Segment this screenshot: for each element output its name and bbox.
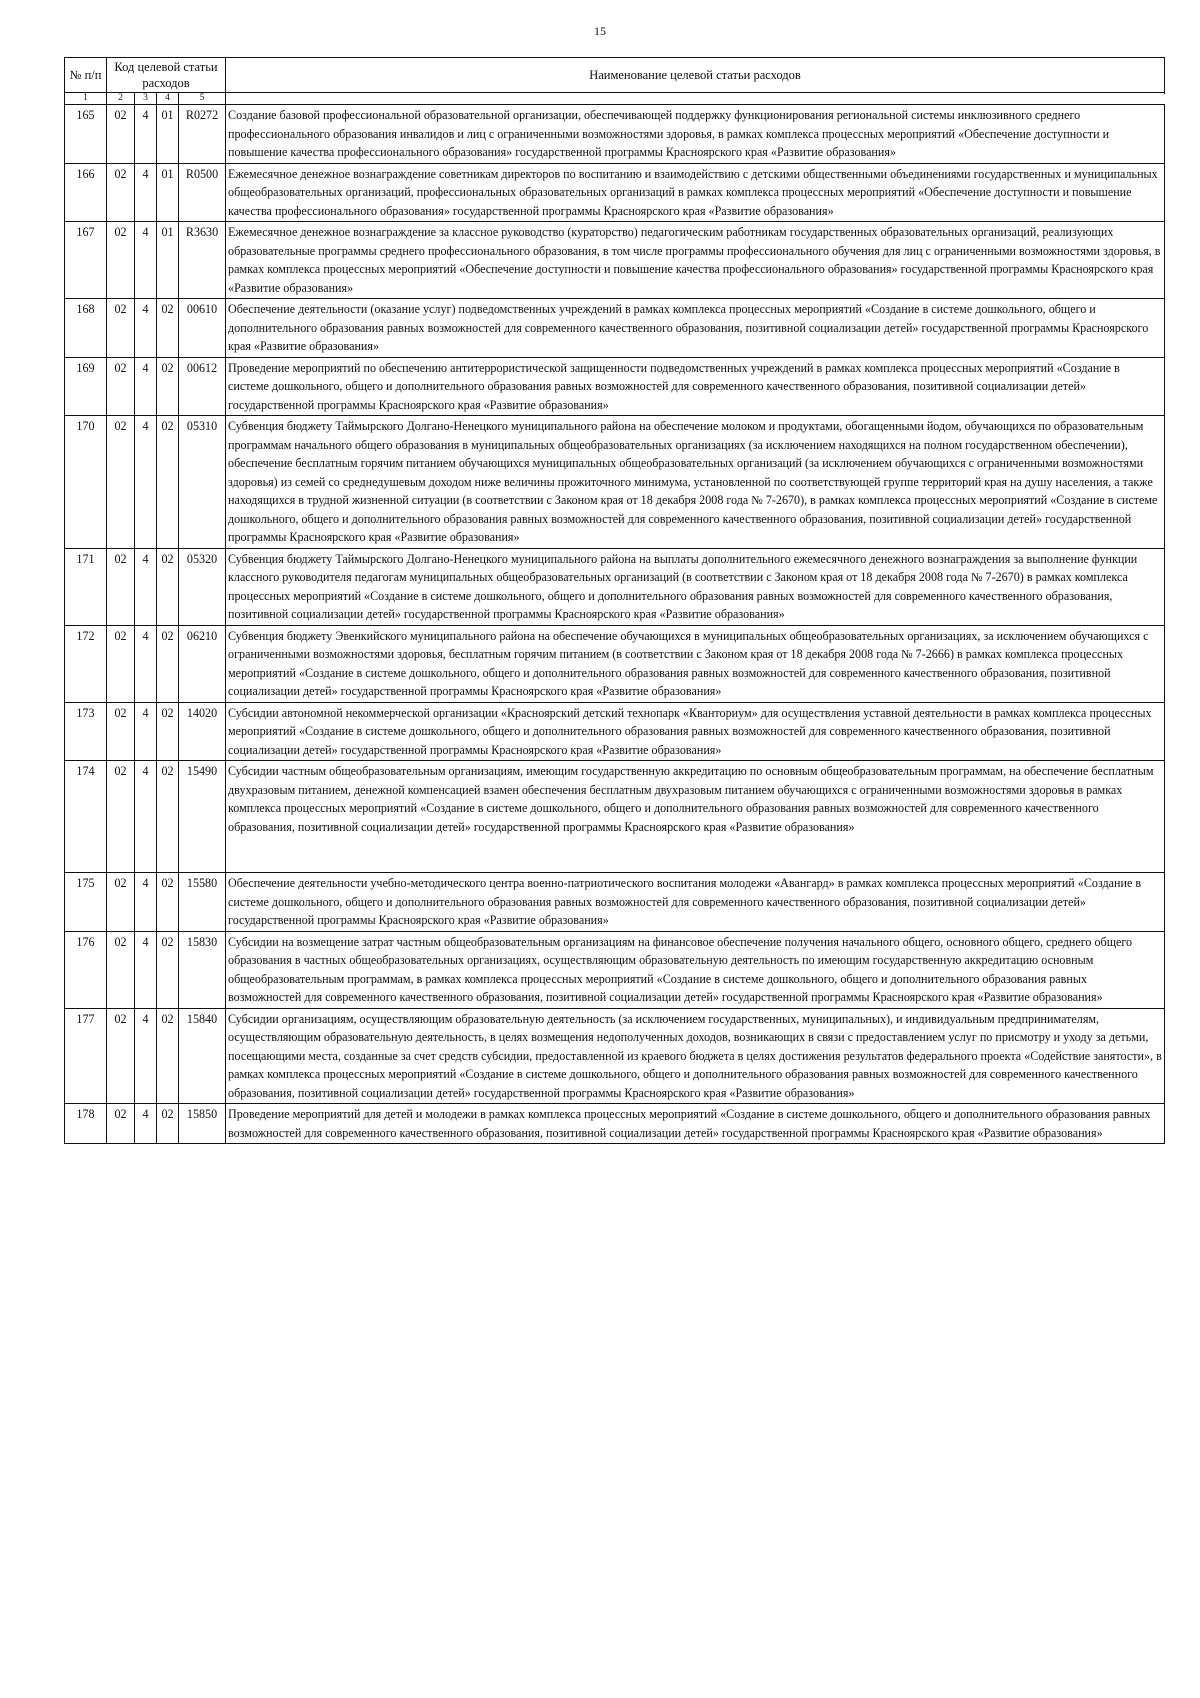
article-name: Субвенция бюджету Таймырского Долгано-Ненецкого муниципального района на обеспечение молоком и продуктами, обогащенными йодом, обучающихся по образовательным программам начального общего образования в муниципальных общеобразовательных организациях (за исключением находящихся на полном государственном обеспечении), обеспечение бесплатным горячим питанием обучающихся муниципальных общеобразовательных организаций (за исключением обучающихся с ограниченными возможностями здоровья) из семей со среднедушевым доходом ниже величины прожиточного минимума, установленной по соответствующей группе территорий края на душу населения, а также находящихся в трудной жизненной ситуации (в соответствии с Законом края от 18 декабря 2008 года № 7-2670), в рамках комплекса процессных мероприятий «Создание в системе дошкольного, общего и дополнительного образования равных возможностей для современного качественного образования, позитивной социализации детей» государственной программы Красноярского края «Развитие образования»: [226, 416, 1165, 549]
code-part-1: 02: [107, 299, 135, 358]
article-name: Субсидии организациям, осуществляющим образовательную деятельность (за исключением государственных, муниципальных), и индивидуальным предпринимателям, осуществляющим образовательную деятельность, в целях возмещения недополученных доходов, возникающих в связи с предоставлением услуг по присмотру и уходу за детьми, посещающими места, созданные за счет средств субсидии, предоставленной из краевого бюджета в целях достижения результатов федерального проекта «Содействие занятости», в рамках комплекса процессных мероприятий «Создание в системе дошкольного, общего и дополнительного образования равных возможностей для современного качественного образования, позитивной социализации детей» государственной программы Красноярского края «Развитие образования»: [226, 1008, 1165, 1104]
code-part-2: 4: [135, 1104, 157, 1144]
colnum-3: 3: [135, 93, 157, 105]
table-row: [65, 416, 1165, 549]
code-part-4: 15580: [179, 873, 226, 932]
code-part-3: 02: [157, 625, 179, 702]
code-part-1: 02: [107, 1104, 135, 1144]
row-number: 168: [65, 299, 107, 358]
row-number: 169: [65, 357, 107, 416]
table-row: [65, 873, 1165, 932]
code-part-2: 4: [135, 625, 157, 702]
code-part-3: 02: [157, 702, 179, 761]
table-row: [65, 702, 1165, 761]
code-part-3: 02: [157, 357, 179, 416]
row-number: 175: [65, 873, 107, 932]
code-part-2: 4: [135, 416, 157, 549]
code-part-4: 00610: [179, 299, 226, 358]
code-part-1: 02: [107, 931, 135, 1008]
table-header-row: [65, 58, 1165, 93]
article-name: Ежемесячное денежное вознаграждение советникам директоров по воспитанию и взаимодействию с детскими общественными объединениями государственных и муниципальных общеобразовательных организаций, профессиональных образовательных организаций в рамках комплекса процессных мероприятий «Обеспечение доступности и повышение качества профессионального образования» государственной программы Красноярского края «Развитие образования»: [226, 163, 1165, 222]
code-part-1: 02: [107, 1008, 135, 1104]
header-code: Код целевой статьи расходов: [107, 58, 226, 93]
code-part-1: 02: [107, 548, 135, 625]
code-part-2: 4: [135, 357, 157, 416]
code-part-3: 02: [157, 873, 179, 932]
row-number: 174: [65, 761, 107, 873]
column-numbers-row: [65, 93, 1165, 105]
code-part-2: 4: [135, 548, 157, 625]
article-name: Проведение мероприятий для детей и молодежи в рамках комплекса процессных мероприятий «Создание в системе дошкольного, общего и дополнительного образования равных возможностей для современного качественного образования, позитивной социализации детей» государственной программы Красноярского края «Развитие образования»: [226, 1104, 1165, 1144]
article-name: Субсидии на возмещение затрат частным общеобразовательным организациям на финансовое обеспечение получения начального общего, основного общего, среднего общего образования в частных общеобразовательных организациях, осуществляющим образовательную деятельность по имеющим государственную аккредитацию основным общеобразовательным программам, в рамках комплекса процессных мероприятий «Создание в системе дошкольного, общего и дополнительного образования равных возможностей для современного качественного образования, позитивной социализации детей» государственной программы Красноярского края «Развитие образования»: [226, 931, 1165, 1008]
code-part-3: 02: [157, 931, 179, 1008]
code-part-2: 4: [135, 1008, 157, 1104]
row-number: 178: [65, 1104, 107, 1144]
code-part-4: R3630: [179, 222, 226, 299]
row-number: 173: [65, 702, 107, 761]
code-part-1: 02: [107, 625, 135, 702]
colnum-2: 2: [107, 93, 135, 105]
target-articles-table: [64, 57, 1165, 1144]
row-number: 166: [65, 163, 107, 222]
code-part-1: 02: [107, 357, 135, 416]
article-name: Проведение мероприятий по обеспечению антитеррористической защищенности подведомственных учреждений в рамках комплекса процессных мероприятий «Создание в системе дошкольного, общего и дополнительного образования равных возможностей для современного качественного образования, позитивной социализации детей» государственной программы Красноярского края «Развитие образования»: [226, 357, 1165, 416]
code-part-2: 4: [135, 931, 157, 1008]
code-part-1: 02: [107, 873, 135, 932]
code-part-3: 02: [157, 548, 179, 625]
code-part-4: 15830: [179, 931, 226, 1008]
code-part-4: 06210: [179, 625, 226, 702]
table-row: [65, 1104, 1165, 1144]
row-number: 170: [65, 416, 107, 549]
row-number: 176: [65, 931, 107, 1008]
code-part-3: 02: [157, 416, 179, 549]
code-part-2: 4: [135, 873, 157, 932]
table-row: [65, 163, 1165, 222]
code-part-1: 02: [107, 163, 135, 222]
code-part-2: 4: [135, 299, 157, 358]
code-part-3: 01: [157, 163, 179, 222]
colnum-4: 4: [157, 93, 179, 105]
code-part-1: 02: [107, 702, 135, 761]
code-part-4: R0272: [179, 105, 226, 164]
code-part-3: 02: [157, 761, 179, 873]
code-part-3: 01: [157, 105, 179, 164]
table-row: [65, 1008, 1165, 1104]
code-part-4: 15850: [179, 1104, 226, 1144]
code-part-4: 14020: [179, 702, 226, 761]
code-part-4: 05320: [179, 548, 226, 625]
table-row: [65, 299, 1165, 358]
table-row: [65, 761, 1165, 873]
code-part-4: 15840: [179, 1008, 226, 1104]
article-name: Обеспечение деятельности (оказание услуг) подведомственных учреждений в рамках комплекса процессных мероприятий «Создание в системе дошкольного, общего и дополнительного образования равных возможностей для современного качественного образования, позитивной социализации детей» государственной программы Красноярского края «Развитие образования»: [226, 299, 1165, 358]
code-part-4: 15490: [179, 761, 226, 873]
article-name: Ежемесячное денежное вознаграждение за классное руководство (кураторство) педагогическим работникам государственных образовательных организаций, реализующих образовательные программы среднего профессионального образования, в том числе программы профессионального обучения для лиц с ограниченными возможностями здоровья, в рамках комплекса процессных мероприятий «Обеспечение доступности и повышение качества профессионального образования» государственной программы Красноярского края «Развитие образования»: [226, 222, 1165, 299]
article-name: Обеспечение деятельности учебно-методического центра военно-патриотического воспитания молодежи «Авангард» в рамках комплекса процессных мероприятий «Создание в системе дошкольного, общего и дополнительного образования равных возможностей для современного качественного образования, позитивной социализации детей» государственной программы Красноярского края «Развитие образования»: [226, 873, 1165, 932]
code-part-1: 02: [107, 761, 135, 873]
code-part-2: 4: [135, 163, 157, 222]
code-part-2: 4: [135, 761, 157, 873]
header-num: № п/п: [65, 58, 107, 93]
article-name: Создание базовой профессиональной образовательной организации, обеспечивающей поддержку функционирования региональной системы инклюзивного среднего профессионального образования инвалидов и лиц с ограниченными возможностями здоровья, в рамках комплекса процессных мероприятий «Обеспечение доступности и повышение качества профессионального образования» государственной программы Красноярского края «Развитие образования»: [226, 105, 1165, 164]
page-number: 15: [594, 24, 606, 38]
code-part-4: 00612: [179, 357, 226, 416]
row-number: 172: [65, 625, 107, 702]
row-number: 165: [65, 105, 107, 164]
table-row: [65, 105, 1165, 164]
row-number: 177: [65, 1008, 107, 1104]
code-part-2: 4: [135, 702, 157, 761]
article-name: Субвенция бюджету Таймырского Долгано-Ненецкого муниципального района на выплаты дополнительного ежемесячного денежного вознаграждения за выполнение функции классного руководителя педагогам муниципальных общеобразовательных организаций (в соответствии с Законом края от 18 декабря 2008 года № 7-2670) в рамках комплекса процессных мероприятий «Создание в системе дошкольного, общего и дополнительного образования равных возможностей для современного качественного образования, позитивной социализации детей» государственной программы Красноярского края «Развитие образования»: [226, 548, 1165, 625]
colnum-5: 5: [179, 93, 226, 105]
table-row: [65, 625, 1165, 702]
article-name: Субвенция бюджету Эвенкийского муниципального района на обеспечение обучающихся в муниципальных общеобразовательных организациях, за исключением обучающихся с ограниченными возможностями здоровья, бесплатным горячим питанием (в соответствии с Законом края от 18 декабря 2008 года № 7-2666) в рамках комплекса процессных мероприятий «Создание в системе дошкольного, общего и дополнительного образования равных возможностей для современного качественного образования, позитивной социализации детей» государственной программы Красноярского края «Развитие образования»: [226, 625, 1165, 702]
table-row: [65, 222, 1165, 299]
header-name: Наименование целевой статьи расходов: [226, 58, 1165, 93]
colnum-1: 1: [65, 93, 107, 105]
code-part-3: 02: [157, 1008, 179, 1104]
code-part-3: 01: [157, 222, 179, 299]
table-row: [65, 548, 1165, 625]
table-row: [65, 931, 1165, 1008]
code-part-4: R0500: [179, 163, 226, 222]
article-name: Субсидии частным общеобразовательным организациям, имеющим государственную аккредитацию по основным общеобразовательным программам, на обеспечение бесплатным двухразовым питанием, денежной компенсацией взамен обеспечения бесплатным двухразовым питанием обучающихся с ограниченными возможностями здоровья в рамках комплекса процессных мероприятий «Создание в системе дошкольного, общего и дополнительного образования равных возможностей для современного качественного образования, позитивной социализации детей» государственной программы Красноярского края «Развитие образования»: [226, 761, 1165, 873]
code-part-2: 4: [135, 222, 157, 299]
code-part-1: 02: [107, 105, 135, 164]
row-number: 167: [65, 222, 107, 299]
code-part-3: 02: [157, 1104, 179, 1144]
code-part-1: 02: [107, 222, 135, 299]
code-part-1: 02: [107, 416, 135, 549]
row-number: 171: [65, 548, 107, 625]
code-part-4: 05310: [179, 416, 226, 549]
article-name: Субсидии автономной некоммерческой организации «Красноярский детский технопарк «Кванториум» для осуществления уставной деятельности в рамках комплекса процессных мероприятий «Создание в системе дошкольного, общего и дополнительного образования равных возможностей для современного качественного образования, позитивной социализации детей» государственной программы Красноярского края «Развитие образования»: [226, 702, 1165, 761]
table-row: [65, 357, 1165, 416]
code-part-3: 02: [157, 299, 179, 358]
code-part-2: 4: [135, 105, 157, 164]
